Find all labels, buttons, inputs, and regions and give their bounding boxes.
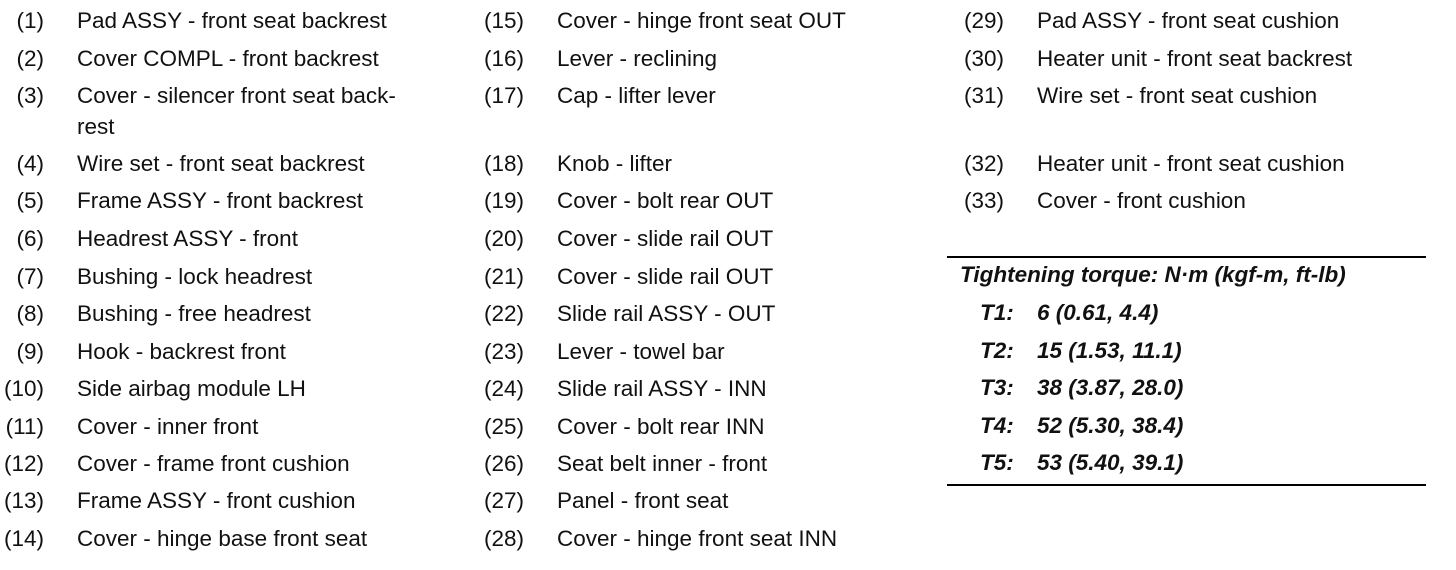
item-number: (22) <box>483 301 524 326</box>
item-number: (14) <box>3 526 44 551</box>
item-description: Seat belt inner - front <box>557 451 768 476</box>
item-number: (4) <box>16 151 44 176</box>
item-description: Panel - front seat <box>557 488 729 513</box>
item-description: Hook - backrest front <box>77 339 286 364</box>
item-number: (16) <box>483 46 524 71</box>
item-description: Cover - silencer front seat back- <box>77 83 396 108</box>
item-description: Cover - front cushion <box>1037 188 1246 213</box>
item-number: (33) <box>963 188 1004 213</box>
item-description: Wire set - front seat cushion <box>1037 83 1318 108</box>
item-description: Heater unit - front seat cushion <box>1037 151 1345 176</box>
item-number: (3) <box>16 83 44 108</box>
item-description: Slide rail ASSY - OUT <box>557 301 776 326</box>
item-number: (18) <box>483 151 524 176</box>
item-number: (10) <box>3 376 44 401</box>
item-description: Frame ASSY - front backrest <box>77 188 363 213</box>
item-description: Cover - hinge front seat OUT <box>557 8 846 33</box>
torque-label: T3: <box>980 375 1014 400</box>
item-number: (27) <box>483 488 524 513</box>
item-description: Cover COMPL - front backrest <box>77 46 379 71</box>
item-description: Cover - slide rail OUT <box>557 264 774 289</box>
item-description: Cover - hinge base front seat <box>77 526 368 551</box>
tightening-torque-table <box>947 256 1426 486</box>
item-description: Frame ASSY - front cushion <box>77 488 356 513</box>
torque-label: T1: <box>980 300 1014 325</box>
item-number: (24) <box>483 376 524 401</box>
item-number: (26) <box>483 451 524 476</box>
item-number: (20) <box>483 226 524 251</box>
torque-value: 53 (5.40, 39.1) <box>1037 450 1184 475</box>
item-number: (30) <box>963 46 1004 71</box>
item-number: (23) <box>483 339 524 364</box>
item-number: (11) <box>5 414 44 439</box>
item-description: Slide rail ASSY - INN <box>557 376 767 401</box>
item-number: (8) <box>16 301 44 326</box>
item-number: (13) <box>3 488 44 513</box>
torque-label: T2: <box>980 338 1014 363</box>
item-description: Cover - slide rail OUT <box>557 226 774 251</box>
item-description: Lever - towel bar <box>557 339 725 364</box>
item-description: Knob - lifter <box>557 151 673 176</box>
item-number: (32) <box>963 151 1004 176</box>
item-description: Pad ASSY - front seat cushion <box>1037 8 1340 33</box>
item-number: (7) <box>16 264 44 289</box>
item-number: (1) <box>16 8 44 33</box>
item-description: Wire set - front seat backrest <box>77 151 365 176</box>
item-description: Lever - reclining <box>557 46 718 71</box>
item-number: (17) <box>483 83 524 108</box>
item-description: Bushing - free headrest <box>77 301 311 326</box>
torque-label: T4: <box>980 413 1014 438</box>
item-description: Headrest ASSY - front <box>77 226 298 251</box>
item-description: Pad ASSY - front seat backrest <box>77 8 387 33</box>
item-description: Bushing - lock headrest <box>77 264 313 289</box>
item-number: (31) <box>963 83 1004 108</box>
torque-value: 38 (3.87, 28.0) <box>1037 375 1184 400</box>
item-number: (15) <box>483 8 524 33</box>
item-description: Cover - hinge front seat INN <box>557 526 838 551</box>
torque-value: 15 (1.53, 11.1) <box>1037 338 1182 363</box>
item-description: Heater unit - front seat backrest <box>1037 46 1353 71</box>
item-description: Cap - lifter lever <box>557 83 716 108</box>
item-description: Side airbag module LH <box>77 376 306 401</box>
item-number: (5) <box>16 188 44 213</box>
item-description-continued: rest <box>77 114 115 139</box>
torque-title: Tightening torque: N·m (kgf-m, ft-lb) <box>960 262 1346 287</box>
item-number: (6) <box>16 226 44 251</box>
item-number: (9) <box>16 339 44 364</box>
item-number: (19) <box>483 188 524 213</box>
item-description: Cover - bolt rear INN <box>557 414 765 439</box>
item-number: (28) <box>483 526 524 551</box>
torque-label: T5: <box>980 450 1014 475</box>
item-description: Cover - inner front <box>77 414 259 439</box>
torque-value: 6 (0.61, 4.4) <box>1037 300 1159 325</box>
item-number: (25) <box>483 414 524 439</box>
item-number: (29) <box>963 8 1004 33</box>
item-number: (12) <box>3 451 44 476</box>
item-number: (2) <box>16 46 44 71</box>
item-description: Cover - frame front cushion <box>77 451 350 476</box>
item-description: Cover - bolt rear OUT <box>557 188 774 213</box>
item-number: (21) <box>483 264 524 289</box>
torque-value: 52 (5.30, 38.4) <box>1037 413 1184 438</box>
